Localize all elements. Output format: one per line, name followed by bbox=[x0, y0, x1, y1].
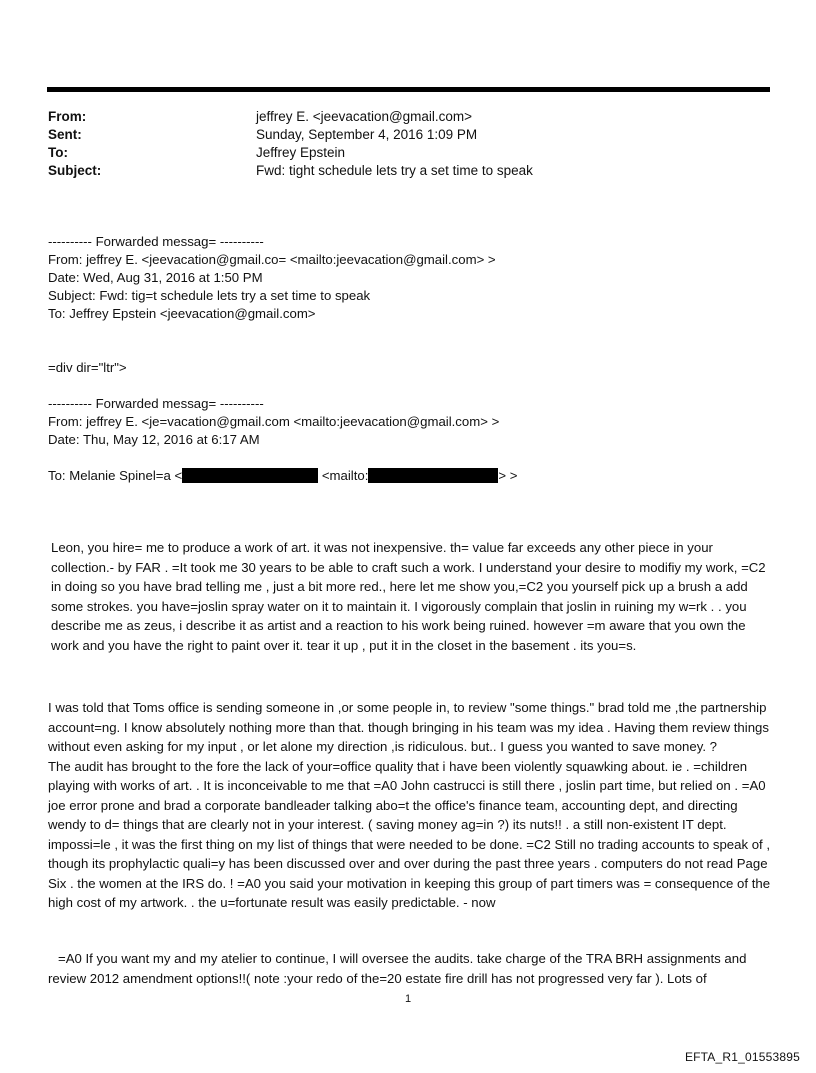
fwd2-to bbox=[48, 467, 517, 485]
subject-label: Subject: bbox=[48, 163, 102, 178]
body-paragraph-1 bbox=[51, 538, 773, 655]
fwd1-to: To: Jeffrey Epstein <jeevacation@gmail.com> bbox=[48, 306, 316, 321]
fwd1-from: From: jeffrey E. <jeevacation@gmail.co= <mailto:jeevacation@gmail.com> > bbox=[48, 252, 496, 267]
sent-value: Sunday, September 4, 2016 1:09 PM bbox=[256, 127, 478, 142]
from-value: jeffrey E. <jeevacation@gmail.com> bbox=[256, 109, 473, 124]
from-label: From: bbox=[48, 109, 87, 124]
para3-text: The audit has brought to the fore the lack of your=office quality that i have been violently squawking about. ie . =children playing with works of art. . It is inconceivable to me that =A0 John castrucci is still there , joslin part time, but relied on . =A0 joe error prone and brad a corporate bandleader talking abo=t the office's finance team, accounting dept, and directing wendy to d= things that are clearly not in your interest. ( saving money ag=in ?) its nuts!! . a still non-existent IT dept. impossi=le , it was the first thing on my list of things that were needed to be done. =C2 Still no trading accounts to speak of , though its prophylactic quali=y has been discussed over and over during the past three years . computers do not read Page Six . the women at the IRS do. ! =A0 you said your motivation in keeping this group of part timers was = consequence of the high cost of my artwork. . the u=fortunate result was easily predictable. - now bbox=[48, 758, 771, 910]
fwd1-marker: ---------- Forwarded messag= ---------- bbox=[48, 234, 264, 249]
redaction-bar bbox=[368, 468, 498, 483]
div-markup-line: =div dir="ltr"> bbox=[48, 360, 127, 375]
body-paragraph-2 bbox=[48, 698, 772, 913]
para2-text: I was told that Toms office is sending someone in ,or some people in, to review "some things." brad told me ,the partnership account=ng. I know absolutely nothing more than that. though bringing in his team was my idea . Having them review things without even asking for my input , or let alone my direction ,is ridiculous. but.. I guess you wanted to save money. ? bbox=[48, 700, 769, 754]
fwd2-from: From: jeffrey E. <je=vacation@gmail.com <mailto:jeevacation@gmail.com> > bbox=[48, 414, 500, 429]
document-id-footer: EFTA_R1_01553895 bbox=[684, 1050, 800, 1064]
fwd2-to-mailto: <mailto: bbox=[321, 468, 369, 483]
to-label: To: bbox=[48, 145, 68, 160]
body-paragraph-4 bbox=[48, 949, 772, 988]
sent-label: Sent: bbox=[48, 127, 82, 142]
fwd1-date: Date: Wed, Aug 31, 2016 at 1:50 PM bbox=[48, 270, 263, 285]
header-rule bbox=[47, 87, 770, 92]
to-value: Jeffrey Epstein bbox=[256, 145, 346, 160]
subject-value: Fwd: tight schedule lets try a set time to speak bbox=[256, 163, 533, 178]
fwd2-date: Date: Thu, May 12, 2016 at 6:17 AM bbox=[48, 432, 260, 447]
fwd2-to-prefix: To: Melanie Spinel=a < bbox=[48, 468, 183, 483]
page-number: 1 bbox=[404, 993, 412, 1005]
para4-text: =A0 If you want my and my atelier to continue, I will oversee the audits. take charge of the TRA BRH assignments and review 2012 amendment options!!( note :your redo of the=20 estate fire drill has not progressed very far ). Lots of bbox=[48, 951, 747, 986]
fwd2-marker: ---------- Forwarded messag= ---------- bbox=[48, 396, 264, 411]
redaction-bar bbox=[182, 468, 318, 483]
para1-text: Leon, you hire= me to produce a work of art. it was not inexpensive. th= value far exceeds any other piece in your collection.- by FAR . =It took me 30 years to be able to craft such a work. I understand your desire to modifiy my work, =C2 in doing so you have brad telling me , just a bit more red., here let me show you,=C2 you yourself pick up a brush a add some strokes. you have=joslin spray water on it to maintain it. I vigorously complain that joslin in ruining my w=rk . . you describe me as zeus, i describe it as artist and a reaction to his work being ruined. however =m aware that you own the work and you have the right to paint over it. tear it up , put it in the closet in the basement . its you=s. bbox=[51, 540, 766, 653]
fwd1-subject: Subject: Fwd: tig=t schedule lets try a set time to speak bbox=[48, 288, 371, 303]
fwd2-to-suffix: > > bbox=[498, 468, 518, 483]
